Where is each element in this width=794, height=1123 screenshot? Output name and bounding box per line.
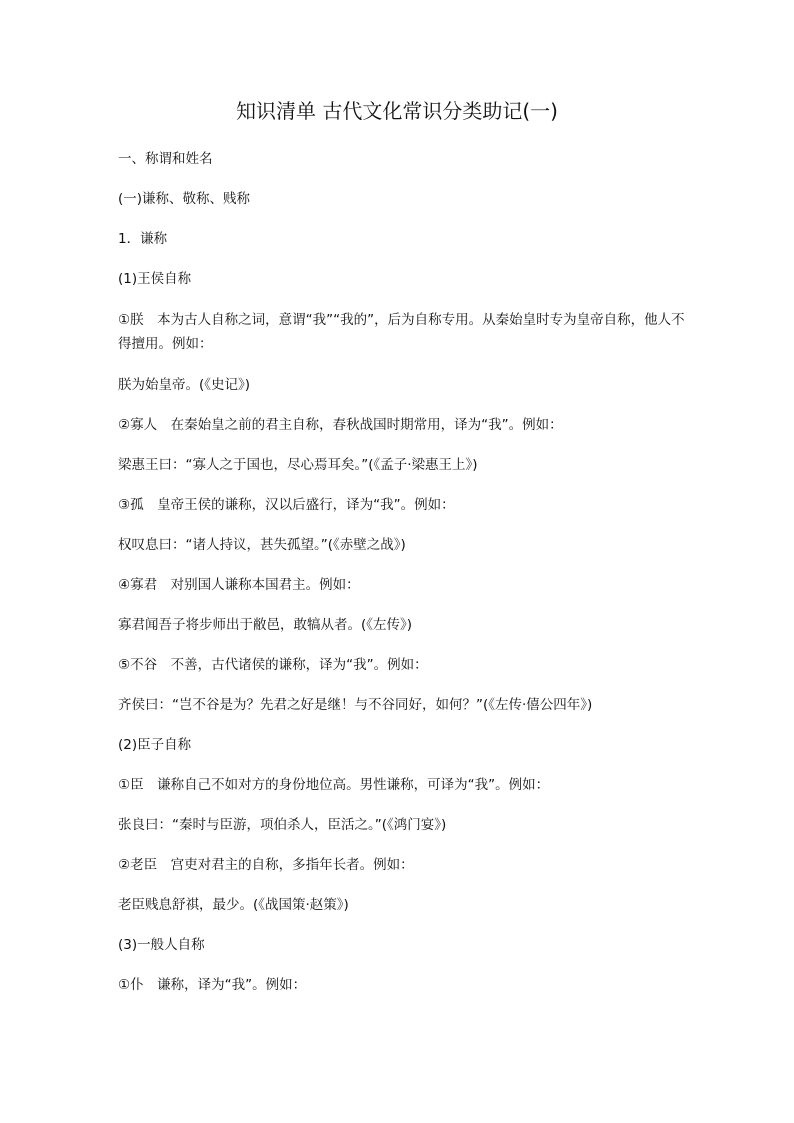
subitem-heading: (2)臣子自称	[118, 737, 192, 753]
example-line: 梁惠王曰：“寡人之于国也，尽心焉耳矣。”(《孟子·梁惠王上》)	[118, 457, 478, 473]
example-line: 齐侯曰：“岂不谷是为？先君之好是继！与不谷同好，如何？”(《左传·僖公四年》)	[118, 697, 593, 713]
definition-paragraph: ①朕 本为古人自称之词，意谓“我”“我的”，后为自称专用。从秦始皇时专为皇帝自称，他人不得擅用。例如：	[118, 312, 685, 352]
example-line: 朕为始皇帝。(《史记》)	[118, 377, 251, 393]
example-line: 张良曰：“秦时与臣游，项伯杀人，臣活之。”(《鸿门宴》)	[118, 817, 447, 833]
subitem-heading: (1)王侯自称	[118, 271, 192, 287]
subitem-heading: (3)一般人自称	[118, 937, 205, 953]
definition-paragraph: ⑤不谷 不善，古代诸侯的谦称，译为“我”。例如：	[118, 657, 428, 673]
definition-paragraph: ①仆 谦称，译为“我”。例如：	[118, 977, 307, 993]
definition-paragraph: ③孤 皇帝王侯的谦称，汉以后盛行，译为“我”。例如：	[118, 497, 455, 513]
subsection-heading: (一)谦称、敬称、贱称	[118, 191, 251, 207]
definition-paragraph: ②寡人 在秦始皇之前的君主自称，春秋战国时期常用，译为“我”。例如：	[118, 417, 563, 433]
example-line: 寡君闻吾子将步师出于敝邑，敢犒从者。(《左传》)	[118, 617, 413, 633]
definition-paragraph: ④寡君 对别国人谦称本国君主。例如：	[118, 577, 360, 593]
section-heading: 一、称谓和姓名	[118, 151, 213, 167]
definition-paragraph: ②老臣 宫吏对君主的自称，多指年长者。例如：	[118, 857, 414, 873]
example-line: 老臣贱息舒祺，最少。(《战国策·赵策》)	[118, 897, 349, 913]
document-body	[118, 148, 688, 996]
definition-paragraph: ①臣 谦称自己不如对方的身份地位高。男性谦称，可译为“我”。例如：	[118, 777, 550, 793]
item-heading: 1．谦称	[118, 231, 168, 247]
example-line: 权叹息曰：“诸人持议，甚失孤望。”(《赤壁之战》)	[118, 537, 406, 553]
page-title: 知识清单 古代文化常识分类助记(一)	[236, 99, 558, 123]
